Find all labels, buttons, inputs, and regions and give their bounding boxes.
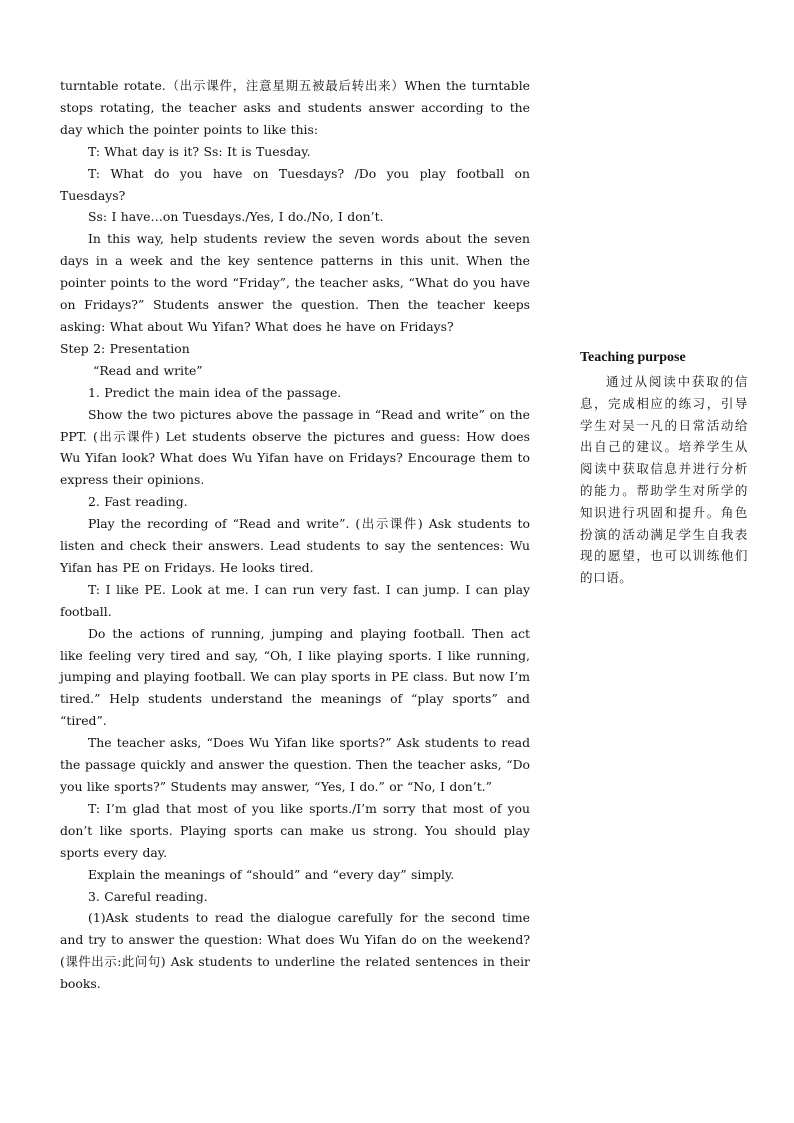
sidebar-text: 通过从阅读中获取的信息，完成相应的练习，引导学生对吴一凡的日常活动给出自己的建议。培养学生从阅读中获取信息并进行分析的能力。帮助学生对所学的知识进行巩固和提升。角色扮演的活动满足学生自我表现的愿望，也可以训练他们的口语。 — [580, 374, 748, 586]
paragraph-predict: Show the two pictures above the passage in “Read and write” on the PPT. (出示课件) Let students observe the pictures and guess: How does Wu Yifan look? What does Wu Yifan have on Fridays? Encourage them to express their opinions. — [60, 406, 530, 488]
numbered-step: 1. Predict the main idea of the passage. — [88, 384, 342, 400]
main-column — [60, 75, 530, 995]
dialogue-line: T: I like PE. Look at me. I can run very fast. I can jump. I can play football. — [60, 581, 530, 619]
sidebar-heading: Teaching purpose — [580, 350, 686, 365]
paragraph-explain: Explain the meanings of “should” and “every day” simply. — [88, 866, 455, 882]
numbered-step: 3. Careful reading. — [88, 888, 208, 904]
paragraph-turntable: turntable rotate.（出示课件，注意星期五被最后转出来）When the turntable stops rotating, the teacher asks and students answer according to the day which the pointer points to like this: — [60, 78, 530, 137]
step-heading: Step 2: Presentation — [60, 340, 190, 356]
paragraph-review: In this way, help students review the seven words about the seven days in a week and the key sentence patterns in this unit. When the pointer points to the word “Friday”, the teacher asks, “What do you have on Fridays?” Students answer the question. Then the teacher keeps asking: What about Wu Yifan? What does he have on Fridays? — [60, 231, 530, 334]
dialogue-line: T: What do you have on Tuesdays? /Do you play football on Tuesdays? — [60, 165, 530, 203]
paragraph-fast-reading: Play the recording of “Read and write”. (出示课件) Ask students to listen and check their answers. Lead students to say the sentences: Wu Yifan has PE on Fridays. He looks tired. — [60, 516, 530, 575]
numbered-step: 2. Fast reading. — [88, 494, 188, 510]
dialogue-line: Ss: I have…on Tuesdays./Yes, I do./No, I don’t. — [88, 209, 384, 225]
section-title: “Read and write” — [93, 362, 203, 378]
paragraph-actions: Do the actions of running, jumping and playing football. Then act like feeling very tired and say, “Oh, I like playing sports. I like running, jumping and playing football. We can play sports in PE class. But now I’m tired.” Help students understand the meanings of “play sports” and “tired”. — [60, 625, 530, 729]
dialogue-line: T: What day is it? Ss: It is Tuesday. — [88, 143, 311, 159]
paragraph-question: The teacher asks, “Does Wu Yifan like sports?” Ask students to read the passage quickly and answer the question. Then the teacher asks, “Do you like sports?” Students may answer, “Yes, I do.” or “No, I don’t.” — [60, 735, 530, 794]
teaching-purpose-sidebar — [580, 348, 748, 589]
paragraph-careful-reading: (1)Ask students to read the dialogue carefully for the second time and try to answer the question: What does Wu Yifan do on the weekend? (课件出示:此问句) Ask students to underline the related sentences in their books. — [60, 910, 530, 992]
dialogue-line: T: I’m glad that most of you like sports./I’m sorry that most of you don’t like sports. Playing sports can make us strong. You should play sports every day. — [60, 800, 530, 860]
